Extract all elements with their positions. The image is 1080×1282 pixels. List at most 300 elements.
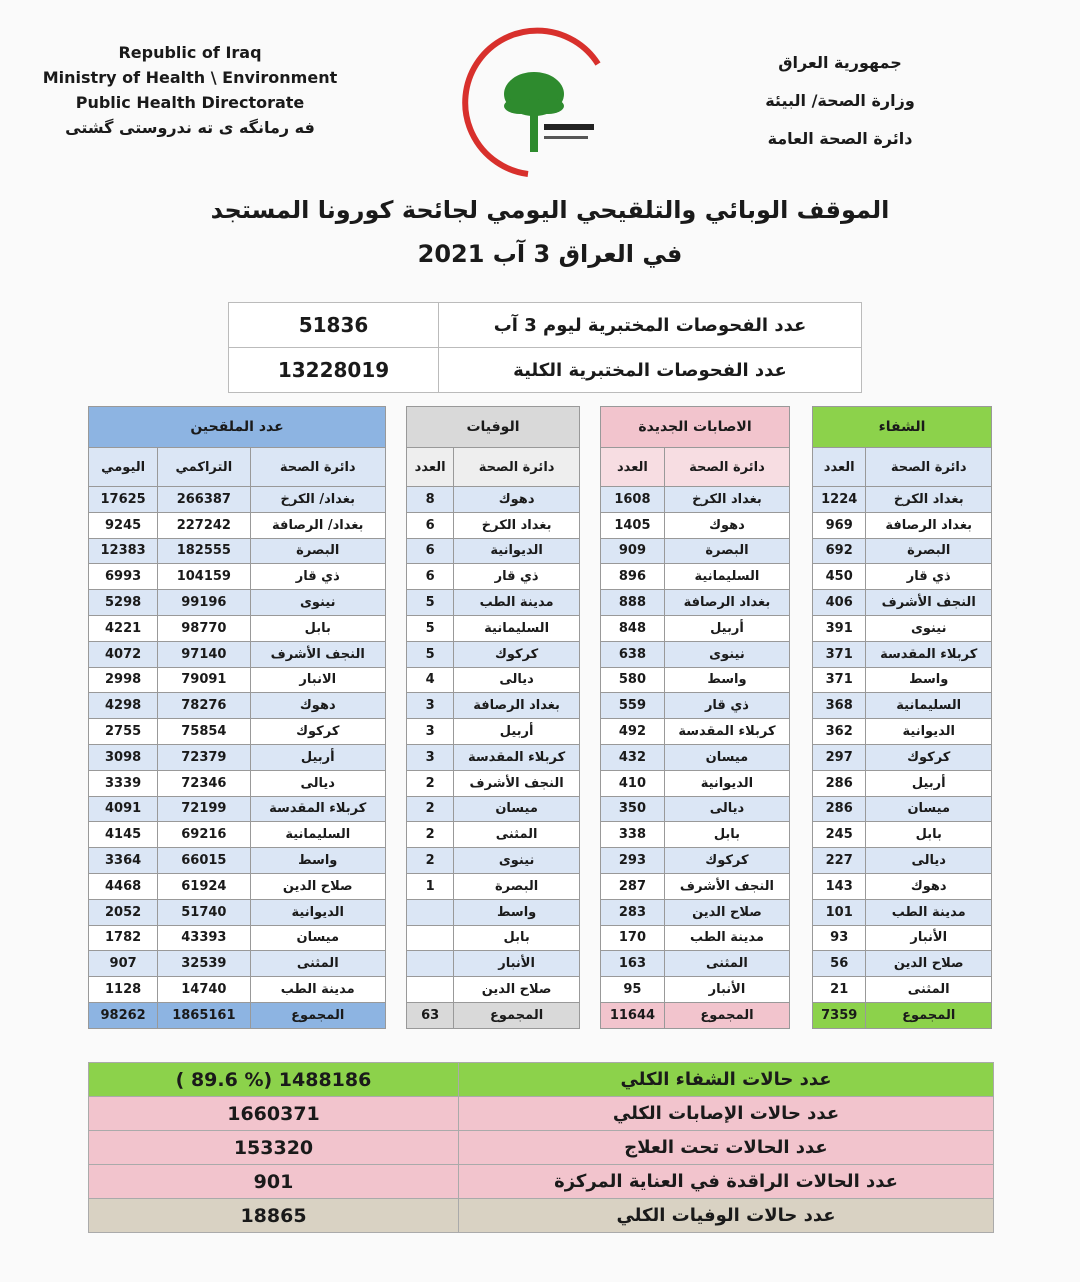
vaccinated-department: ذي قار [250, 564, 386, 590]
cases-count: 287 [601, 873, 665, 899]
vaccinated-row [89, 667, 386, 693]
cases-col-count: العدد [601, 448, 665, 487]
cases-department: صلاح الدين [664, 899, 789, 925]
vaccinated-row [89, 899, 386, 925]
vaccinated-row [89, 951, 386, 977]
header-line-4: فه رمانگه ى ته ندروستى گشتى [65, 118, 315, 137]
recovered-row [813, 822, 992, 848]
deaths-title: الوفيات [407, 407, 580, 448]
deaths-count: 6 [407, 512, 454, 538]
vaccinated-daily: 5298 [89, 590, 158, 616]
summary-row [89, 1199, 994, 1233]
cases-row [601, 796, 790, 822]
vaccinated-row [89, 487, 386, 513]
recovered-department: النجف الأشرف [866, 590, 992, 616]
recovered-count: 286 [813, 796, 866, 822]
cases-department: السليمانية [664, 564, 789, 590]
vaccinated-department: السليمانية [250, 822, 386, 848]
vaccinated-row [89, 590, 386, 616]
cases-row [601, 951, 790, 977]
cases-department: ميسان [664, 744, 789, 770]
vaccinated-daily: 2998 [89, 667, 158, 693]
deaths-total-value: 63 [407, 1002, 454, 1028]
recovered-row [813, 848, 992, 874]
deaths-col-name: دائرة الصحة [454, 448, 580, 487]
total-tests-label: عدد الفحوصات المختبرية الكلية [439, 348, 862, 393]
recovered-count: 368 [813, 693, 866, 719]
vaccinated-row [89, 615, 386, 641]
vaccinated-table [88, 406, 386, 1029]
cases-count: 848 [601, 615, 665, 641]
recovered-department: السليمانية [866, 693, 992, 719]
cases-count: 410 [601, 770, 665, 796]
cases-row [601, 822, 790, 848]
summary-label: عدد حالات الشفاء الكلي [459, 1063, 994, 1097]
recovered-count: 286 [813, 770, 866, 796]
vaccinated-row [89, 925, 386, 951]
deaths-row [407, 873, 580, 899]
vaccinated-cumulative: 69216 [158, 822, 250, 848]
vaccinated-row [89, 719, 386, 745]
vaccinated-title: عدد الملقحين [89, 407, 386, 448]
cases-count: 1405 [601, 512, 665, 538]
recovered-department: البصرة [866, 538, 992, 564]
deaths-department: بغداد الكرخ [454, 512, 580, 538]
vaccinated-total-cumulative: 1865161 [158, 1002, 250, 1028]
cases-count: 638 [601, 641, 665, 667]
vaccinated-row [89, 822, 386, 848]
deaths-count: 5 [407, 590, 454, 616]
cases-department: الأنبار [664, 977, 789, 1003]
vaccinated-department: دهوك [250, 693, 386, 719]
vaccinated-cumulative: 66015 [158, 848, 250, 874]
deaths-row [407, 951, 580, 977]
deaths-department: النجف الأشرف [454, 770, 580, 796]
recovered-department: كربلاء المقدسة [866, 641, 992, 667]
recovered-department: مدينة الطب [866, 899, 992, 925]
vaccinated-col-cumulative: التراكمي [158, 448, 250, 487]
cases-count: 896 [601, 564, 665, 590]
vaccinated-col-name: دائرة الصحة [250, 448, 386, 487]
recovered-count: 93 [813, 925, 866, 951]
recovered-department: الديوانية [866, 719, 992, 745]
recovered-department: واسط [866, 667, 992, 693]
vaccinated-cumulative: 104159 [158, 564, 250, 590]
cases-department: أربيل [664, 615, 789, 641]
summary-table [88, 1062, 994, 1233]
deaths-row [407, 899, 580, 925]
cases-row [601, 641, 790, 667]
recovered-count: 297 [813, 744, 866, 770]
deaths-row [407, 667, 580, 693]
cases-row [601, 925, 790, 951]
vaccinated-daily: 2755 [89, 719, 158, 745]
cases-department: بغداد الكرخ [664, 487, 789, 513]
cases-department: كركوك [664, 848, 789, 874]
vaccinated-total-daily: 98262 [89, 1002, 158, 1028]
recovered-row [813, 744, 992, 770]
vaccinated-row [89, 538, 386, 564]
cases-count: 170 [601, 925, 665, 951]
deaths-count: 3 [407, 719, 454, 745]
vaccinated-daily: 907 [89, 951, 158, 977]
deaths-department: كربلاء المقدسة [454, 744, 580, 770]
deaths-row [407, 693, 580, 719]
cases-department: النجف الأشرف [664, 873, 789, 899]
recovered-row [813, 693, 992, 719]
cases-department: ديالى [664, 796, 789, 822]
recovered-department: صلاح الدين [866, 951, 992, 977]
deaths-department: نينوى [454, 848, 580, 874]
deaths-count: 8 [407, 487, 454, 513]
cases-department: نينوى [664, 641, 789, 667]
deaths-count: 3 [407, 693, 454, 719]
cases-row [601, 512, 790, 538]
deaths-count: 2 [407, 796, 454, 822]
deaths-count: 6 [407, 564, 454, 590]
cases-department: بابل [664, 822, 789, 848]
deaths-row [407, 848, 580, 874]
deaths-department: واسط [454, 899, 580, 925]
deaths-row [407, 770, 580, 796]
cases-department: ذي قار [664, 693, 789, 719]
vaccinated-cumulative: 79091 [158, 667, 250, 693]
vaccinated-cumulative: 266387 [158, 487, 250, 513]
vaccinated-department: البصرة [250, 538, 386, 564]
vaccinated-cumulative: 227242 [158, 512, 250, 538]
vaccinated-row [89, 693, 386, 719]
vaccinated-daily: 4468 [89, 873, 158, 899]
cases-row [601, 693, 790, 719]
recovered-department: المثنى [866, 977, 992, 1003]
header-english [40, 40, 340, 140]
deaths-department: دهوك [454, 487, 580, 513]
recovered-total-value: 7359 [813, 1002, 866, 1028]
vaccinated-cumulative: 75854 [158, 719, 250, 745]
vaccinated-row [89, 744, 386, 770]
cases-col-name: دائرة الصحة [664, 448, 789, 487]
recovered-row [813, 667, 992, 693]
cases-department: كربلاء المقدسة [664, 719, 789, 745]
vaccinated-daily: 4221 [89, 615, 158, 641]
vaccinated-cumulative: 32539 [158, 951, 250, 977]
cases-count: 350 [601, 796, 665, 822]
deaths-count: 5 [407, 615, 454, 641]
summary-row [89, 1165, 994, 1199]
recovered-title: الشفاء [813, 407, 992, 448]
deaths-count: 2 [407, 770, 454, 796]
vaccinated-department: ديالى [250, 770, 386, 796]
deaths-total-label: المجموع [454, 1002, 580, 1028]
report-date: في العراق 3 آب 2021 [417, 240, 683, 268]
cases-total-row [601, 1002, 790, 1028]
recovered-row [813, 977, 992, 1003]
cases-count: 909 [601, 538, 665, 564]
deaths-department: ذي قار [454, 564, 580, 590]
deaths-row [407, 796, 580, 822]
deaths-row [407, 925, 580, 951]
summary-value: 901 [89, 1165, 459, 1199]
deaths-col-count: العدد [407, 448, 454, 487]
deaths-row [407, 564, 580, 590]
deaths-total-row [407, 1002, 580, 1028]
recovered-col-count: العدد [813, 448, 866, 487]
deaths-count [407, 977, 454, 1003]
total-tests-row [229, 348, 862, 393]
vaccinated-department: بغداد/ الكرخ [250, 487, 386, 513]
deaths-table [406, 406, 580, 1029]
deaths-row [407, 590, 580, 616]
cases-title: الاصابات الجديدة [601, 407, 790, 448]
deaths-count: 5 [407, 641, 454, 667]
cases-department: بغداد الرصافة [664, 590, 789, 616]
vaccinated-daily: 3339 [89, 770, 158, 796]
vaccinated-row [89, 512, 386, 538]
recovered-count: 227 [813, 848, 866, 874]
summary-row [89, 1063, 994, 1097]
vaccinated-cumulative: 61924 [158, 873, 250, 899]
header-line-1: Republic of Iraq [118, 43, 262, 62]
cases-count: 1608 [601, 487, 665, 513]
vaccinated-row [89, 641, 386, 667]
summary-value: 153320 [89, 1131, 459, 1165]
cases-row [601, 977, 790, 1003]
cases-department: واسط [664, 667, 789, 693]
vaccinated-department: كربلاء المقدسة [250, 796, 386, 822]
deaths-department: السليمانية [454, 615, 580, 641]
vaccinated-row [89, 770, 386, 796]
recovered-col-name: دائرة الصحة [866, 448, 992, 487]
recovered-total-row [813, 1002, 992, 1028]
vaccinated-row [89, 848, 386, 874]
vaccinated-department: صلاح الدين [250, 873, 386, 899]
vaccinated-department: كركوك [250, 719, 386, 745]
deaths-department: المثنى [454, 822, 580, 848]
cases-row [601, 770, 790, 796]
vaccinated-department: مدينة الطب [250, 977, 386, 1003]
recovered-row [813, 873, 992, 899]
cases-row [601, 667, 790, 693]
vaccinated-department: الانبار [250, 667, 386, 693]
recovered-row [813, 487, 992, 513]
cases-department: البصرة [664, 538, 789, 564]
ministry-logo-icon [458, 24, 618, 184]
summary-label: عدد حالات الوفيات الكلي [459, 1199, 994, 1233]
cases-row [601, 538, 790, 564]
cases-count: 492 [601, 719, 665, 745]
vaccinated-department: المثنى [250, 951, 386, 977]
vaccinated-cumulative: 14740 [158, 977, 250, 1003]
recovered-department: كركوك [866, 744, 992, 770]
deaths-department: أربيل [454, 719, 580, 745]
recovered-row [813, 590, 992, 616]
vaccinated-department: النجف الأشرف [250, 641, 386, 667]
summary-label: عدد الحالات تحت العلاج [459, 1131, 994, 1165]
cases-row [601, 873, 790, 899]
vaccinated-cumulative: 78276 [158, 693, 250, 719]
deaths-department: مدينة الطب [454, 590, 580, 616]
cases-department: دهوك [664, 512, 789, 538]
vaccinated-daily: 1128 [89, 977, 158, 1003]
cases-count: 338 [601, 822, 665, 848]
vaccinated-daily: 12383 [89, 538, 158, 564]
cases-count: 163 [601, 951, 665, 977]
recovered-row [813, 615, 992, 641]
recovered-count: 371 [813, 667, 866, 693]
deaths-row [407, 744, 580, 770]
cases-row [601, 899, 790, 925]
recovered-department: دهوك [866, 873, 992, 899]
vaccinated-daily: 1782 [89, 925, 158, 951]
deaths-department: البصرة [454, 873, 580, 899]
recovered-row [813, 538, 992, 564]
recovered-department: أربيل [866, 770, 992, 796]
recovered-count: 692 [813, 538, 866, 564]
cases-count: 283 [601, 899, 665, 925]
vaccinated-total-label: المجموع [250, 1002, 386, 1028]
deaths-row [407, 977, 580, 1003]
vaccinated-daily: 4091 [89, 796, 158, 822]
daily-tests-row [229, 303, 862, 348]
recovered-table [812, 406, 992, 1029]
summary-label: عدد الحالات الراقدة في العناية المركزة [459, 1165, 994, 1199]
recovered-department: بابل [866, 822, 992, 848]
vaccinated-cumulative: 51740 [158, 899, 250, 925]
deaths-row [407, 512, 580, 538]
vaccinated-row [89, 796, 386, 822]
cases-row [601, 744, 790, 770]
vaccinated-department: الديوانية [250, 899, 386, 925]
header-line-2: Ministry of Health \ Environment [42, 68, 338, 87]
cases-count: 559 [601, 693, 665, 719]
recovered-department: بغداد الكرخ [866, 487, 992, 513]
vaccinated-cumulative: 72379 [158, 744, 250, 770]
deaths-count: 2 [407, 822, 454, 848]
deaths-count: 4 [407, 667, 454, 693]
deaths-department: كركوك [454, 641, 580, 667]
cases-count: 293 [601, 848, 665, 874]
cases-row [601, 848, 790, 874]
recovered-count: 245 [813, 822, 866, 848]
recovered-count: 406 [813, 590, 866, 616]
cases-total-value: 11644 [601, 1002, 665, 1028]
vaccinated-daily: 6993 [89, 564, 158, 590]
deaths-department: الأنبار [454, 951, 580, 977]
recovered-row [813, 564, 992, 590]
deaths-row [407, 641, 580, 667]
recovered-row [813, 641, 992, 667]
cases-count: 432 [601, 744, 665, 770]
recovered-count: 969 [813, 512, 866, 538]
recovered-row [813, 899, 992, 925]
vaccinated-cumulative: 99196 [158, 590, 250, 616]
recovered-count: 21 [813, 977, 866, 1003]
deaths-count: 2 [407, 848, 454, 874]
new-cases-table [600, 406, 790, 1029]
deaths-count [407, 899, 454, 925]
recovered-total-label: المجموع [866, 1002, 992, 1028]
recovered-row [813, 719, 992, 745]
vaccinated-cumulative: 182555 [158, 538, 250, 564]
recovered-count: 143 [813, 873, 866, 899]
recovered-count: 450 [813, 564, 866, 590]
deaths-count [407, 925, 454, 951]
deaths-department: ميسان [454, 796, 580, 822]
vaccinated-cumulative: 43393 [158, 925, 250, 951]
recovered-department: بغداد الرصافة [866, 512, 992, 538]
vaccinated-department: أربيل [250, 744, 386, 770]
vaccinated-daily: 4145 [89, 822, 158, 848]
cases-count: 888 [601, 590, 665, 616]
deaths-count: 3 [407, 744, 454, 770]
vaccinated-cumulative: 97140 [158, 641, 250, 667]
cases-row [601, 590, 790, 616]
deaths-department: الديوانية [454, 538, 580, 564]
summary-row [89, 1097, 994, 1131]
vaccinated-department: ميسان [250, 925, 386, 951]
vaccinated-total-row [89, 1002, 386, 1028]
recovered-row [813, 951, 992, 977]
summary-row [89, 1131, 994, 1165]
recovered-row [813, 770, 992, 796]
vaccinated-cumulative: 98770 [158, 615, 250, 641]
cases-row [601, 487, 790, 513]
cases-total-label: المجموع [664, 1002, 789, 1028]
vaccinated-daily: 2052 [89, 899, 158, 925]
recovered-department: ذي قار [866, 564, 992, 590]
recovered-department: الأنبار [866, 925, 992, 951]
recovered-count: 391 [813, 615, 866, 641]
total-tests-value: 13228019 [229, 348, 439, 393]
vaccinated-daily: 3364 [89, 848, 158, 874]
daily-tests-label: عدد الفحوصات المختبرية ليوم 3 آب [439, 303, 862, 348]
vaccinated-cumulative: 72346 [158, 770, 250, 796]
recovered-department: ديالى [866, 848, 992, 874]
vaccinated-row [89, 977, 386, 1003]
recovered-row [813, 796, 992, 822]
deaths-department: ديالى [454, 667, 580, 693]
vaccinated-daily: 4298 [89, 693, 158, 719]
cases-department: الديوانية [664, 770, 789, 796]
cases-row [601, 564, 790, 590]
recovered-department: نينوى [866, 615, 992, 641]
vaccinated-row [89, 873, 386, 899]
deaths-department: بابل [454, 925, 580, 951]
cases-row [601, 719, 790, 745]
cases-row [601, 615, 790, 641]
recovered-count: 101 [813, 899, 866, 925]
cases-count: 580 [601, 667, 665, 693]
vaccinated-department: بغداد/ الرصافة [250, 512, 386, 538]
vaccinated-department: بابل [250, 615, 386, 641]
vaccinated-cumulative: 72199 [158, 796, 250, 822]
summary-value: 1660371 [89, 1097, 459, 1131]
deaths-row [407, 538, 580, 564]
header-arabic [740, 44, 940, 158]
vaccinated-daily: 4072 [89, 641, 158, 667]
recovered-row [813, 925, 992, 951]
header-ar-line-3: دائرة الصحة العامة [767, 129, 913, 148]
daily-tests-value: 51836 [229, 303, 439, 348]
cases-count: 95 [601, 977, 665, 1003]
deaths-count: 1 [407, 873, 454, 899]
cases-department: مدينة الطب [664, 925, 789, 951]
vaccinated-daily: 3098 [89, 744, 158, 770]
vaccinated-department: واسط [250, 848, 386, 874]
header-line-3: Public Health Directorate [75, 93, 305, 112]
deaths-department: بغداد الرصافة [454, 693, 580, 719]
report-title: الموقف الوبائي والتلقيحي اليومي لجائحة كورونا المستجد [210, 196, 890, 224]
